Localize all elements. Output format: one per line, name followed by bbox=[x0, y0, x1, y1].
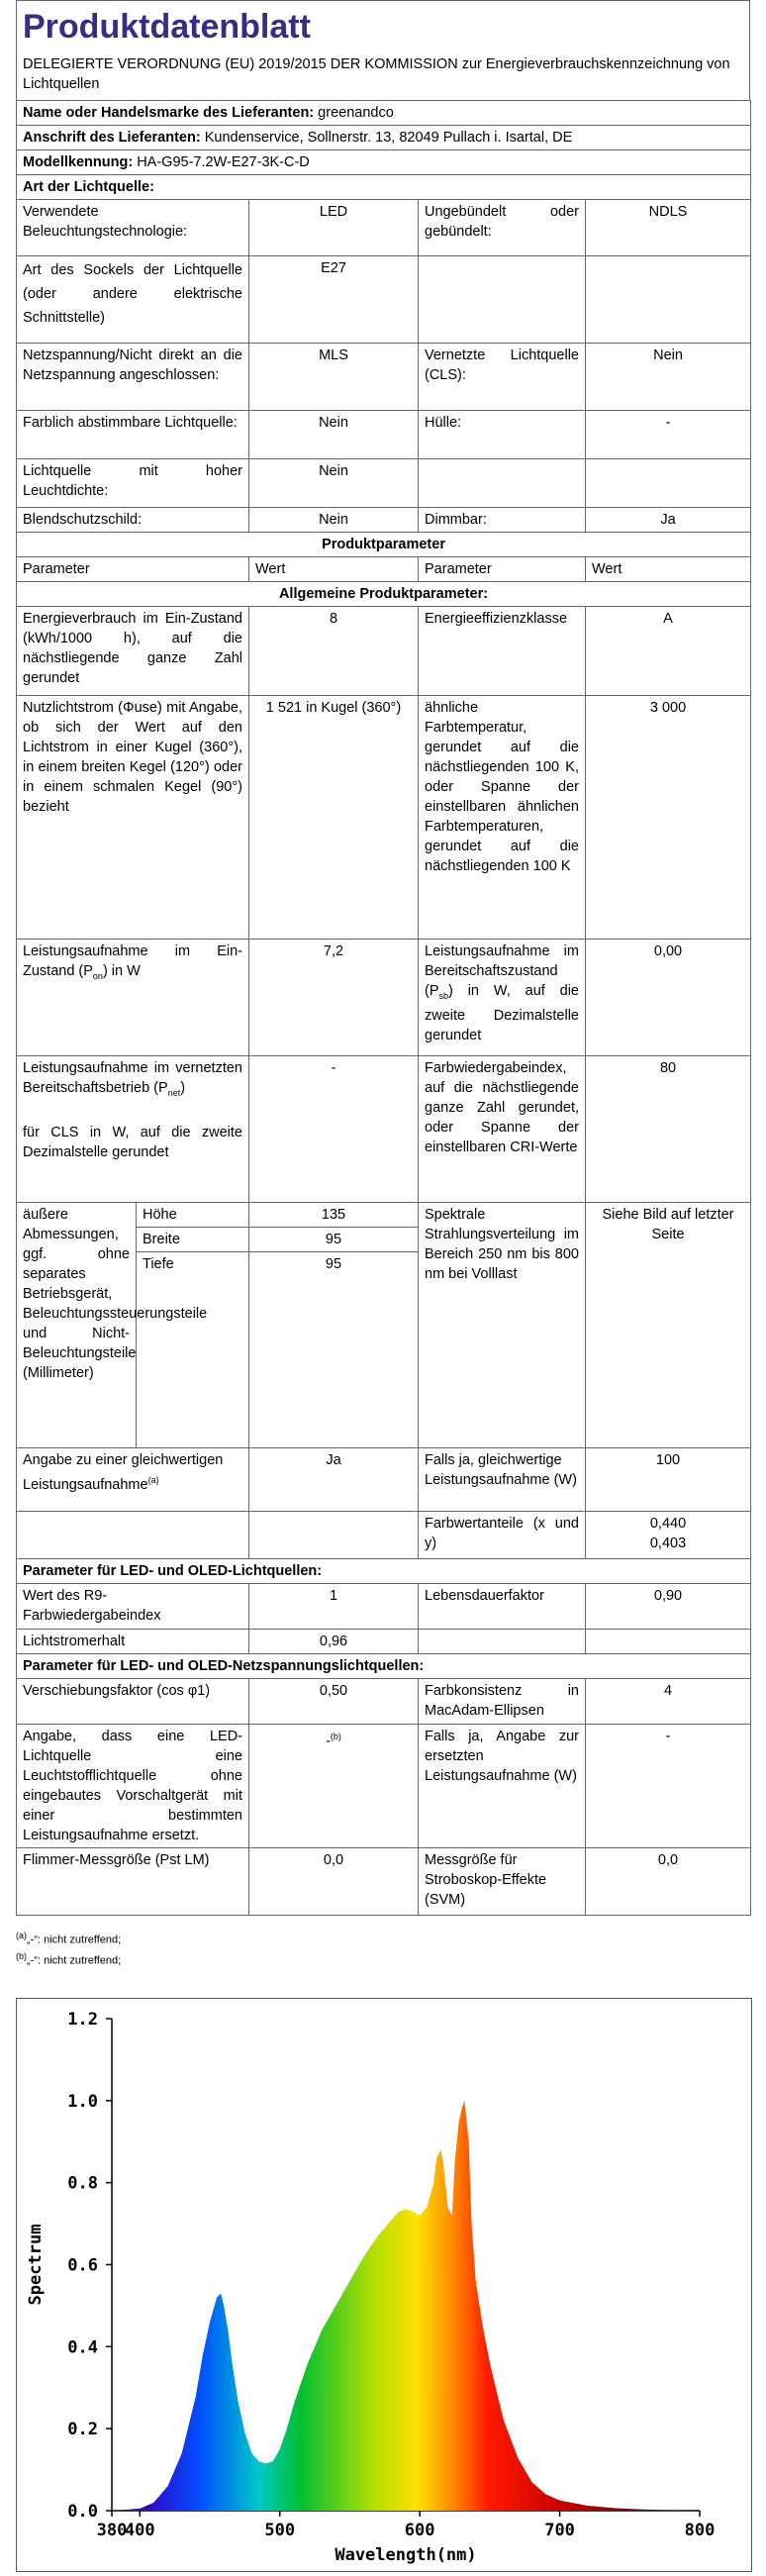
table-row: Angabe zu einer gleichwertigen Leistungsaufnahme$^{(a)}$ Ja Falls ja, gleichwertige Leistungsaufnahme (W) 100 bbox=[17, 1448, 751, 1512]
y-tick-label: 0.6 bbox=[67, 2255, 98, 2276]
x-tick-label: 600 bbox=[404, 2521, 435, 2541]
params-heading: Produktparameter bbox=[17, 533, 751, 557]
table-row: Art des Sockels der Lichtquelle (oder andere elektrische Schnittstelle) E27 bbox=[17, 256, 751, 344]
datasheet-table bbox=[16, 100, 751, 1916]
y-tick-label: 0.0 bbox=[67, 2502, 98, 2523]
table-row: Verwendete Beleuchtungstechnologie: LED Ungebündelt oder gebündelt: NDLS bbox=[17, 200, 751, 256]
led-params-heading: Parameter für LED- und OLED-Lichtquellen: bbox=[17, 1559, 751, 1584]
page-subtitle: DELEGIERTE VERORDNUNG (EU) 2019/2015 DER KOMMISSION zur Energieverbrauchskennzeichnung von Lichtquellen bbox=[23, 56, 730, 92]
footnote-a: $^{(a)}$„-“: nicht zutreffend; bbox=[16, 1931, 122, 1946]
spectrum-area bbox=[112, 2101, 700, 2511]
x-axis-label: Wavelength(nm) bbox=[335, 2545, 477, 2566]
x-tick-label: 500 bbox=[264, 2521, 296, 2541]
table-row: Flimmer-Messgröße (Pst LM) 0,0 Messgröße für Stroboskop-Effekte (SVM) 0,0 bbox=[17, 1848, 751, 1916]
model-id: HA-G95-7.2W-E27-3K-C-D bbox=[137, 154, 310, 170]
table-row: Lichtstromerhalt 0,96 bbox=[17, 1630, 751, 1654]
y-tick-label: 0.4 bbox=[67, 2337, 98, 2358]
supplier-name: greenandco bbox=[318, 105, 394, 121]
supplier-address-row: Anschrift des Lieferanten: Kundenservice, Sollnerstr. 13, 82049 Pullach i. Isartal, DE bbox=[17, 126, 751, 150]
table-row: Lichtquelle mit hoher Leuchtdichte: Nein bbox=[17, 459, 751, 508]
x-tick-label: 800 bbox=[684, 2521, 716, 2541]
mains-params-heading: Parameter für LED- und OLED-Netzspannungslichtquellen: bbox=[17, 1654, 751, 1679]
model-row: Modellkennung: HA-G95-7.2W-E27-3K-C-D bbox=[17, 150, 751, 175]
lightsource-heading: Art der Lichtquelle: bbox=[17, 175, 751, 200]
x-tick-label: 400 bbox=[124, 2521, 155, 2541]
y-tick-label: 0.2 bbox=[67, 2420, 98, 2440]
table-row: Verschiebungsfaktor (cos φ1) 0,50 Farbkonsistenz in MacAdam-Ellipsen 4 bbox=[17, 1679, 751, 1725]
footnotes bbox=[16, 1928, 750, 1968]
y-tick-label: 0.8 bbox=[67, 2173, 98, 2194]
table-row: Angabe, dass eine LED-Lichtquelle eine Leuchtstofflichtquelle ohne eingebautes Vorschaltgerät mit einer bestimmten Leistungsaufnahme ersetzt. -$^{(b)}$ Falls ja, Angabe zur ersetzten Leistungsaufnahme (W) - bbox=[17, 1725, 751, 1848]
table-row: Farblich abstimmbare Lichtquelle: Nein Hülle: - bbox=[17, 411, 751, 459]
general-params-heading: Allgemeine Produktparameter: bbox=[17, 582, 751, 607]
y-tick-label: 1.2 bbox=[67, 2010, 98, 2031]
dimensions-row: äußere Abmessungen, ggf. ohne separates Betriebsgerät, Beleuchtungssteuerungsteile und Nicht-Beleuchtungsteile (Millimeter) Höhe Breite Tiefe 135 95 95 Spektrale Strahlungsverteilung im Bereich 250 nm bis 800 nm bei Volllast Siehe Bild auf letzter Seite bbox=[17, 1203, 751, 1448]
y-axis-label: Spectrum bbox=[26, 2224, 46, 2306]
spectrum-chart bbox=[16, 1998, 752, 2572]
spectrum-svg bbox=[17, 1999, 751, 2571]
table-row: Blendschutzschild: Nein Dimmbar: Ja bbox=[17, 508, 751, 533]
x-tick-label: 380 bbox=[96, 2521, 128, 2541]
table-row: Nutzlichtstrom (Φuse) mit Angabe, ob sich der Wert auf den Lichtstrom in einer Kugel (360°), in einem breiten Kegel (120°) oder in einem schmalen Kegel (90°) bezieht 1 521 in Kugel (360°) ähnliche Farbtemperatur, gerundet auf die nächstliegenden 100 K, oder Spanne der einstellbaren ähnlichen Farbtemperaturen, gerundet auf die nächstliegenden 100 K 3 000 bbox=[17, 696, 751, 940]
column-headers: Parameter Wert Parameter Wert bbox=[17, 557, 751, 582]
x-tick-label: 700 bbox=[544, 2521, 575, 2541]
footnote-b: $^{(b)}$„-“: nicht zutreffend; bbox=[16, 1950, 122, 1967]
datasheet bbox=[16, 0, 750, 2572]
datasheet-header bbox=[16, 0, 750, 100]
supplier-name-row: Name oder Handelsmarke des Lieferanten: greenandco bbox=[17, 101, 751, 126]
table-row: Wert des R9-Farbwiedergabeindex 1 Lebensdauerfaktor 0,90 bbox=[17, 1584, 751, 1630]
supplier-address: Kundenservice, Sollnerstr. 13, 82049 Pullach i. Isartal, DE bbox=[204, 130, 573, 146]
table-row: Netzspannung/Nicht direkt an die Netzspannung angeschlossen: MLS Vernetzte Lichtquelle (CLS): Nein bbox=[17, 344, 751, 411]
table-row: Leistungsaufnahme im Ein-Zustand $(P_{on})$ in W 7,2 Leistungsaufnahme im Bereitschaftszustand $(P_{sb})$ in W, auf die zweite Dezimalstelle gerundet 0,00 bbox=[17, 940, 751, 1056]
table-row: Energieverbrauch im Ein-Zustand (kWh/1000 h), auf die nächstliegende ganze Zahl gerundet 8 Energieeffizienzklasse A bbox=[17, 607, 751, 696]
table-row: Leistungsaufnahme im vernetzten Bereitschaftsbetrieb $(P_{net})$ für CLS in W, auf die zweite Dezimalstelle gerundet - Farbwiedergabeindex, auf die nächstliegende ganze Zahl gerundet, oder Spanne der einstellbaren CRI-Werte 80 bbox=[17, 1056, 751, 1203]
y-tick-label: 1.0 bbox=[67, 2092, 98, 2113]
table-row: Farbwertanteile (x und y) 0,440 0,403 bbox=[17, 1512, 751, 1559]
page-title: Produktdatenblatt bbox=[23, 8, 311, 46]
